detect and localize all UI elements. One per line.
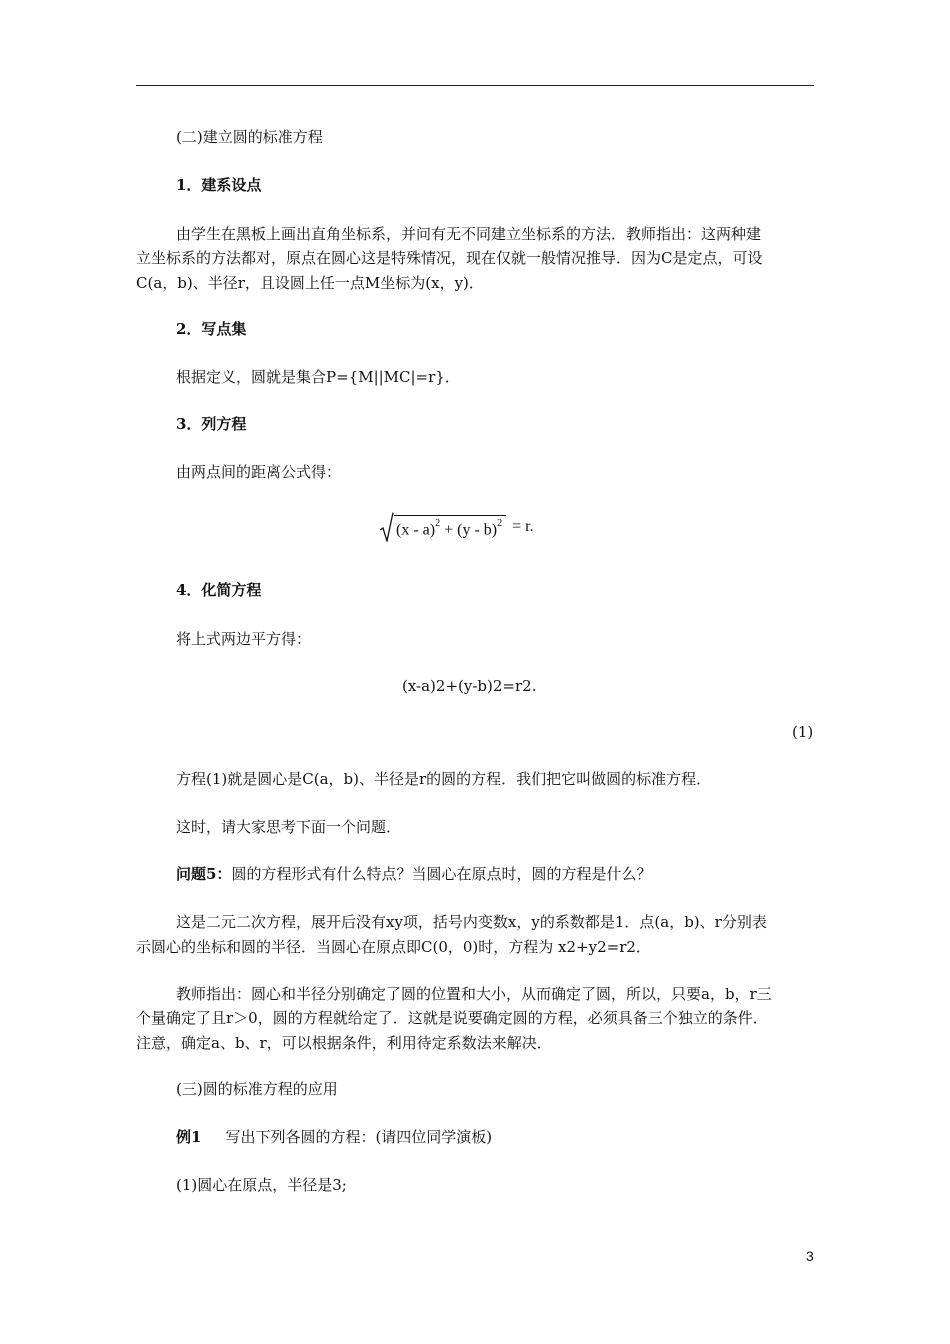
answer-line-2: 示圆心的坐标和圆的半径．当圆心在原点即C(0，0)时，方程为 x2+y2=r2． bbox=[136, 938, 651, 956]
eq-exp-1: 2 bbox=[435, 517, 441, 529]
eq-term-2: (y - b) bbox=[457, 521, 498, 539]
radicand bbox=[394, 515, 506, 539]
example-1-text: 写出下列各圆的方程：(请四位同学演板) bbox=[225, 1128, 493, 1146]
header-rule bbox=[136, 85, 814, 86]
page-number: 3 bbox=[806, 1248, 814, 1264]
sqrt-symbol bbox=[380, 512, 394, 542]
teacher-line-2: 个量确定了且r＞0，圆的方程就给定了．这就是说要确定圆的方程，必须具备三个独立的条件． bbox=[136, 1009, 768, 1027]
eq-plus: + bbox=[440, 521, 458, 539]
step4-heading: 4．化简方程 bbox=[176, 581, 262, 599]
question-5-text: 圆的方程形式有什么特点？当圆心在原点时，圆的方程是什么？ bbox=[231, 865, 652, 883]
step3-heading: 3．列方程 bbox=[176, 415, 247, 433]
eq-tail: = r. bbox=[512, 518, 534, 535]
answer-line-1: 这是二元二次方程，展开后没有xy项，括号内变数x，y的系数都是1．点(a，b)、r分别表 bbox=[176, 913, 767, 931]
step1-heading: 1．建系设点 bbox=[176, 176, 262, 194]
distance-equation bbox=[380, 510, 534, 544]
section-heading-3: (三)圆的标准方程的应用 bbox=[176, 1080, 338, 1098]
step3-line: 由两点间的距离公式得： bbox=[176, 463, 342, 481]
paragraph-prompt: 这时，请大家思考下面一个问题． bbox=[176, 818, 402, 836]
step4-line: 将上式两边平方得： bbox=[176, 630, 312, 648]
equation-number: (1) bbox=[792, 723, 814, 741]
example-1 bbox=[176, 1127, 492, 1147]
question-5-label: 问题5： bbox=[176, 865, 232, 883]
example-1-item-1: (1)圆心在原点，半径是3; bbox=[176, 1176, 347, 1194]
eq-term-1: (x - a) bbox=[396, 521, 436, 539]
teacher-line-1: 教师指出：圆心和半径分别确定了圆的位置和大小，从而确定了圆，所以，只要a，b，r三 bbox=[176, 985, 772, 1003]
step2-heading: 2．写点集 bbox=[176, 320, 247, 338]
paragraph-standard-form: 方程(1)就是圆心是C(a，b)、半径是r的圆的方程．我们把它叫做圆的标准方程． bbox=[176, 770, 712, 788]
section-heading-2: (二)建立圆的标准方程 bbox=[176, 128, 323, 146]
step1-line-3: C(a，b)、半径r，且设圆上任一点M坐标为(x，y)． bbox=[136, 274, 484, 292]
question-5 bbox=[176, 864, 651, 884]
teacher-line-3: 注意，确定a、b、r，可以根据条件，利用待定系数法来解决． bbox=[136, 1034, 552, 1052]
standard-equation: (x-a)2+(y-b)2=r2. bbox=[402, 677, 537, 695]
step1-line-1: 由学生在黑板上画出直角坐标系，并问有无不同建立坐标系的方法．教师指出：这两种建 bbox=[176, 225, 762, 243]
step2-line: 根据定义，圆就是集合P={M||MC|=r}． bbox=[176, 368, 460, 386]
step1-line-2: 立坐标系的方法都对，原点在圆心这是特殊情况，现在仅就一般情况推导．因为C是定点，可设 bbox=[136, 249, 763, 267]
eq-exp-2: 2 bbox=[497, 517, 503, 529]
example-1-label: 例1 bbox=[176, 1128, 202, 1146]
